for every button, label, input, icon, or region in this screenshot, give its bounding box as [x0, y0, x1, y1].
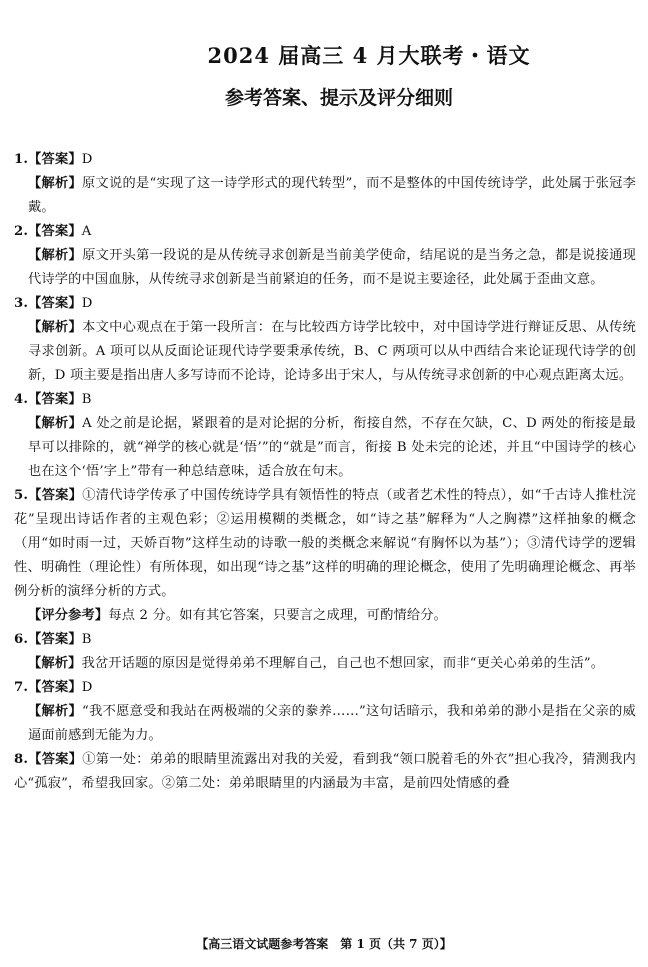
scoring-reference	[14, 604, 636, 628]
answer-value: B	[81, 632, 92, 647]
question-1	[14, 148, 636, 220]
question-number: 8.	[14, 752, 29, 767]
answer-value: ①清代诗学传承了中国传统诗学具有领悟性的特点（或者艺术性的特点），如“千古诗人推杜浣花”呈现出诗话作者的主观色彩；②运用模糊的类概念，如“诗之基”解释为“人之胸襟”这样抽象的概念（用“如时雨一过，天娇百物”这样生动的诗歌一般的类概念来解说“有胸怀以为基”）；③清代诗学的逻辑性、明确性（理论性）有所体现，如出现“诗之基”这样的明确的理论概念，使用了先明确理论概念、再举例分析的演绎分析的方式。	[14, 488, 636, 599]
question-7	[14, 676, 636, 748]
document-subtitle: 参考答案、提示及评分细则	[224, 87, 453, 109]
question-number: 1.	[14, 152, 29, 167]
answer-line	[14, 676, 636, 700]
answer-value: A	[81, 224, 92, 239]
question-5	[14, 484, 636, 628]
answer-list	[14, 148, 636, 796]
analysis-label: 【解析】	[28, 176, 82, 191]
question-number: 7.	[14, 680, 29, 695]
answer-line	[14, 748, 636, 796]
question-number: 5.	[14, 488, 29, 503]
answer-value: ①第一处：弟弟的眼睛里流露出对我的关爱，看到我“领口脱着毛的外衣”担心我冷，猜测我内心“孤寂”，希望我回家。②第二处：弟弟眼睛里的内涵最为丰富，是前四处情感的叠	[14, 752, 636, 791]
document-title: 2024 届高三 4 月大联考・语文	[207, 43, 531, 68]
analysis-label: 【解析】	[28, 656, 82, 671]
question-number: 4.	[14, 392, 29, 407]
answer-label: 【答案】	[28, 752, 83, 767]
analysis	[14, 412, 636, 484]
question-4	[14, 388, 636, 484]
analysis-text: 我岔开话题的原因是觉得弟弟不理解自己，自己也不想回家，而非“更关心弟弟的生活”。	[81, 656, 605, 671]
question-6	[14, 628, 636, 676]
answer-label: 【答案】	[28, 392, 82, 407]
answer-label: 【答案】	[28, 680, 82, 695]
answer-value: D	[81, 296, 93, 311]
analysis-label: 【解析】	[28, 704, 83, 719]
question-number: 3.	[14, 296, 29, 311]
analysis	[14, 244, 636, 292]
question-number: 6.	[14, 632, 29, 647]
answer-line	[14, 484, 636, 604]
analysis	[14, 652, 636, 676]
analysis-text: “我不愿意受和我站在两极端的父亲的豢养……”这句话暗示，我和弟弟的渺小是指在父亲的威逼面前感到无能为力。	[28, 704, 636, 743]
analysis	[14, 316, 636, 388]
question-number: 2.	[14, 224, 29, 239]
answer-value: D	[81, 680, 93, 695]
answer-label: 【答案】	[28, 224, 82, 239]
answer-label: 【答案】	[28, 296, 82, 311]
question-8	[14, 748, 636, 796]
answer-line	[14, 628, 636, 652]
answer-value: B	[81, 392, 92, 407]
answer-line	[14, 148, 636, 172]
answer-label: 【答案】	[28, 632, 82, 647]
answer-line	[14, 388, 636, 412]
answer-value: D	[81, 152, 93, 167]
analysis-label: 【解析】	[28, 248, 83, 263]
page-footer: 【高三语文试题参考答案 第 1 页（共 7 页）】	[196, 937, 452, 951]
analysis-text: 本文中心观点在于第一段所言：在与比较西方诗学比较中，对中国诗学进行辩证反思、从传统寻求创新。A 项可以从反面论证现代诗学要秉承传统，B、C 两项可以从中西结合来论证现代诗学的创新，D 项主要是指出唐人多写诗而不论诗，论诗多出于宋人，与从传统寻求创新的中心观点距离太远。	[28, 320, 636, 383]
analysis	[14, 172, 636, 220]
question-2	[14, 220, 636, 292]
analysis-text: 原文说的是“实现了这一诗学形式的现代转型”，而不是整体的中国传统诗学，此处属于张冠李戴。	[28, 176, 636, 215]
scoring-text: 每点 2 分。如有其它答案，只要言之成理，可酌情给分。	[108, 608, 447, 623]
answer-line	[14, 220, 636, 244]
analysis-text: 原文开头第一段说的是从传统寻求创新是当前美学使命，结尾说的是当务之急，都是说接通现代诗学的中国血脉，从传统寻求创新是当前紧迫的任务，而不是说主要途径，此处属于歪曲文意。	[28, 248, 636, 287]
question-3	[14, 292, 636, 388]
answer-label: 【答案】	[28, 488, 83, 503]
analysis-label: 【解析】	[28, 320, 83, 335]
analysis-text: A 处之前是论据，紧跟着的是对论据的分析，衔接自然，不存在欠缺，C、D 两处的衔接是最早可以排除的，就“禅学的核心就是‘悟’”的“就是”而言，衔接 B 处未完的论述，并且“中国诗学的核心也在这个‘悟’字上”带有一种总结意味，适合放在句末。	[28, 416, 636, 479]
answer-label: 【答案】	[28, 152, 82, 167]
scoring-label: 【评分参考】	[28, 608, 109, 623]
analysis	[14, 700, 636, 748]
analysis-label: 【解析】	[28, 416, 83, 431]
answer-line	[14, 292, 636, 316]
